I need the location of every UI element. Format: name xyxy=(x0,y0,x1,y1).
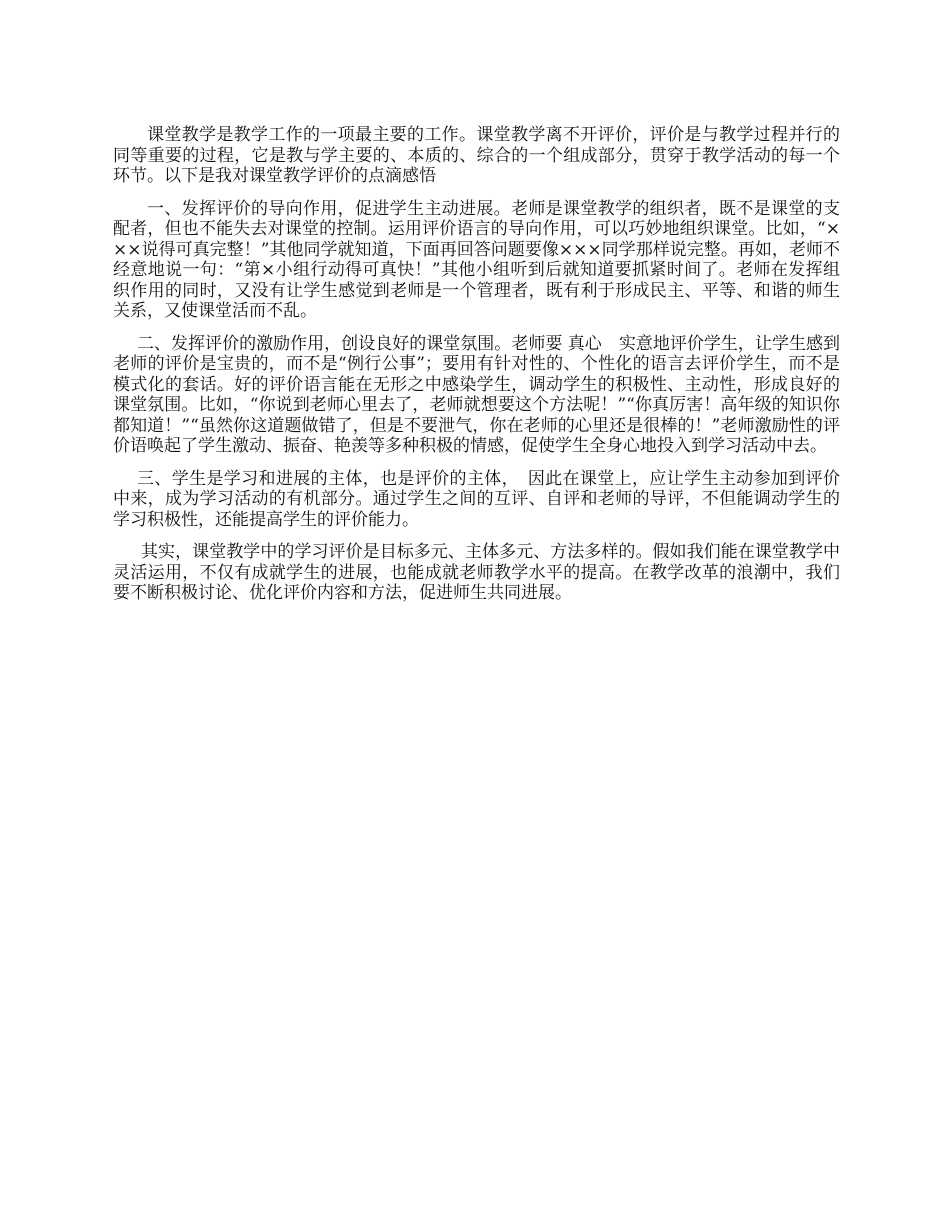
paragraph-conclusion: 其实，课堂教学中的学习评价是目标多元、主体多元、方法多样的。假如我们能在课堂教学中灵活运用，不仅有成就学生的进展，也能成就老师教学水平的提高。在教学改革的浪潮中，我们要不断积极讨论、优化评价内容和方法，促进师生共同进展。 xyxy=(113,542,840,603)
paragraph-intro: 课堂教学是教学工作的一项最主要的工作。课堂教学离不开评价，评价是与教学过程并行的同等重要的过程，它是教与学主要的、本质的、综合的一个组成部分，贯穿于教学活动的每一个环节。以下是我对课堂教学评价的点滴感悟 xyxy=(113,125,840,186)
paragraph-section-2: 二、发挥评价的激励作用，创设良好的课堂氛围。老师要 真心 实意地评价学生，让学生感到老师的评价是宝贵的，而不是“例行公事”；要用有针对性的、个性化的语言去评价学生，而不是模式化的套话。好的评价语言能在无形之中感染学生，调动学生的积极性、主动性，形成良好的课堂氛围。比如，“你说到老师心里去了，老师就想要这个方法呢！”“你真厉害！高年级的知识你都知道！”“虽然你这道题做错了，但是不要泄气，你在老师的心里还是很棒的！”老师激励性的评价语唤起了学生激动、振奋、艳羡等多种积极的情感，促使学生全身心地投入到学习活动中去。 xyxy=(113,333,840,456)
paragraph-section-3: 三、学生是学习和进展的主体，也是评价的主体， 因此在课堂上，应让学生主动参加到评价中来，成为学习活动的有机部分。通过学生之间的互评、自评和老师的导评，不但能调动学生的学习积极性，还能提高学生的评价能力。 xyxy=(113,468,840,530)
paragraph-section-1: 一、发挥评价的导向作用，促进学生主动进展。老师是课堂教学的组织者，既不是课堂的支配者，但也不能失去对课堂的控制。运用评价语言的导向作用，可以巧妙地组织课堂。比如，“×××说得可真完整！”其他同学就知道，下面再回答问题要像×××同学那样说完整。再如，老师不经意地说一句：“第×小组行动得可真快！”其他小组听到后就知道要抓紧时间了。老师在发挥组织作用的同时，又没有让学生感觉到老师是一个管理者，既有利于形成民主、平等、和谐的师生关系，又使课堂活而不乱。 xyxy=(113,198,840,321)
document-body xyxy=(113,125,840,616)
